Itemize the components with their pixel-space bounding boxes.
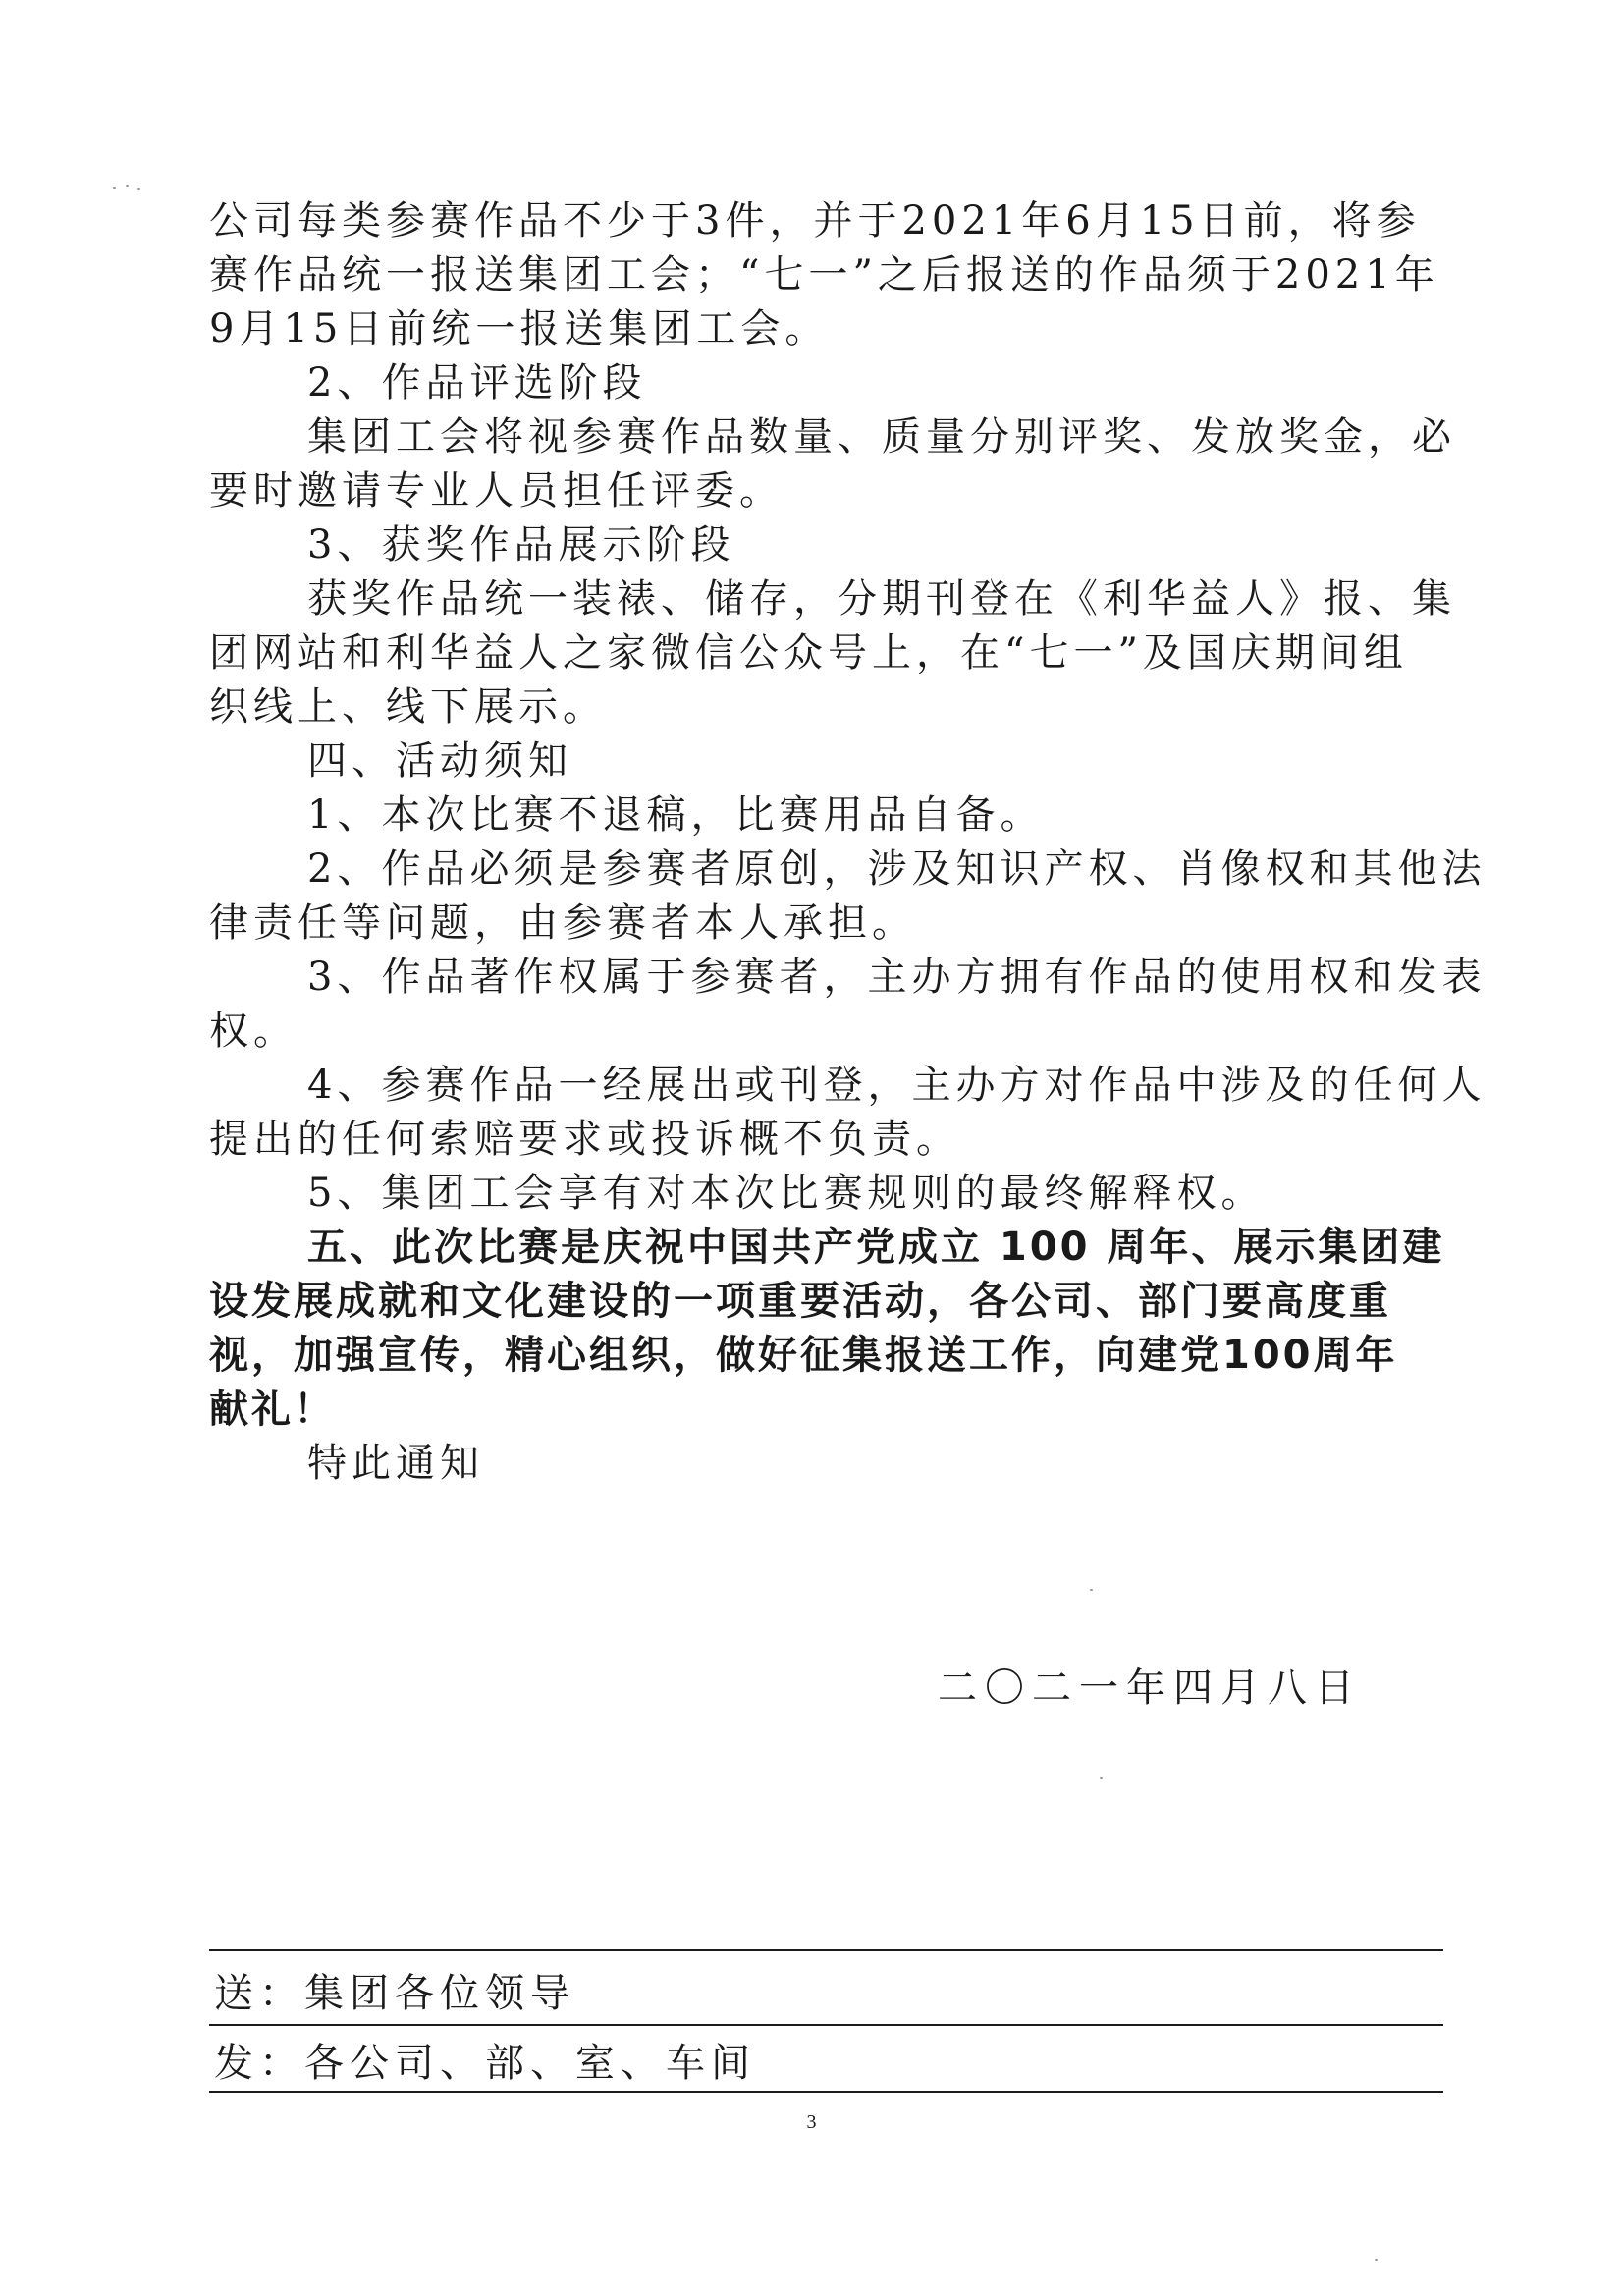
section-heading-exhibition: 3、获奖作品展示阶段 — [307, 522, 735, 568]
scan-speck — [1100, 1777, 1103, 1779]
body-line-3: 9月15日前统一报送集团工会。 — [209, 306, 830, 352]
body-line-9: 团网站和利华益人之家微信公众号上，在“七一”及国庆期间组 — [209, 630, 1408, 676]
scan-speck — [113, 187, 116, 189]
body-line-10: 织线上、线下展示。 — [209, 684, 607, 730]
divider-top — [209, 1949, 1443, 1951]
closing-phrase: 特此通知 — [307, 1441, 484, 1486]
notice-item-3-cont: 权。 — [209, 1009, 298, 1054]
scan-speck — [1090, 1589, 1093, 1591]
notice-item-4-cont: 提出的任何索赔要求或投诉概不负责。 — [209, 1117, 960, 1162]
scan-speck — [1375, 2259, 1378, 2261]
scan-speck — [137, 188, 140, 190]
body-line-6: 要时邀请专业人员担任评委。 — [209, 468, 784, 514]
body-line-5: 集团工会将视参赛作品数量、质量分别评奖、发放奖金，必 — [307, 414, 1456, 460]
distribution-send: 发：各公司、部、室、车间 — [214, 2041, 756, 2086]
notice-item-3: 3、作品著作权属于参赛者，主办方拥有作品的使用权和发表 — [307, 955, 1487, 1000]
section-heading-notice: 四、活动须知 — [307, 738, 572, 784]
notice-item-4: 4、参赛作品一经展出或刊登，主办方对作品中涉及的任何人 — [307, 1063, 1487, 1108]
section-five-line-3: 视，加强宣传，精心组织，做好征集报送工作，向建党100周年 — [209, 1333, 1398, 1378]
notice-item-5: 5、集团工会享有对本次比赛规则的最终解释权。 — [307, 1171, 1266, 1216]
section-five-line-2: 设发展成就和文化建设的一项重要活动，各公司、部门要高度重 — [209, 1279, 1391, 1324]
divider-middle — [209, 2024, 1443, 2026]
notice-item-1: 1、本次比赛不退稿，比赛用品自备。 — [307, 793, 1045, 838]
section-heading-evaluation: 2、作品评选阶段 — [307, 360, 647, 406]
divider-bottom — [209, 2091, 1443, 2093]
notice-item-2: 2、作品必须是参赛者原创，涉及知识产权、肖像权和其他法 — [307, 847, 1487, 892]
distribution-to: 送：集团各位领导 — [214, 1971, 575, 2016]
scan-speck — [126, 185, 129, 187]
body-line-8: 获奖作品统一装裱、储存，分期刊登在《利华益人》报、集 — [307, 576, 1456, 622]
body-line-1: 公司每类参赛作品不少于3件，并于2021年6月15日前，将参 — [209, 198, 1421, 244]
notice-item-2-cont: 律责任等问题，由参赛者本人承担。 — [209, 901, 916, 946]
body-line-2: 赛作品统一报送集团工会；“七一”之后报送的作品须于2021年 — [209, 252, 1439, 298]
section-five-line-1: 五、此次比赛是庆祝中国共产党成立 100 周年、展示集团建 — [307, 1225, 1445, 1270]
page-number: 3 — [806, 2111, 817, 2133]
issue-date: 二〇二一年四月八日 — [938, 1666, 1362, 1711]
section-five-line-4: 献礼！ — [209, 1387, 336, 1432]
